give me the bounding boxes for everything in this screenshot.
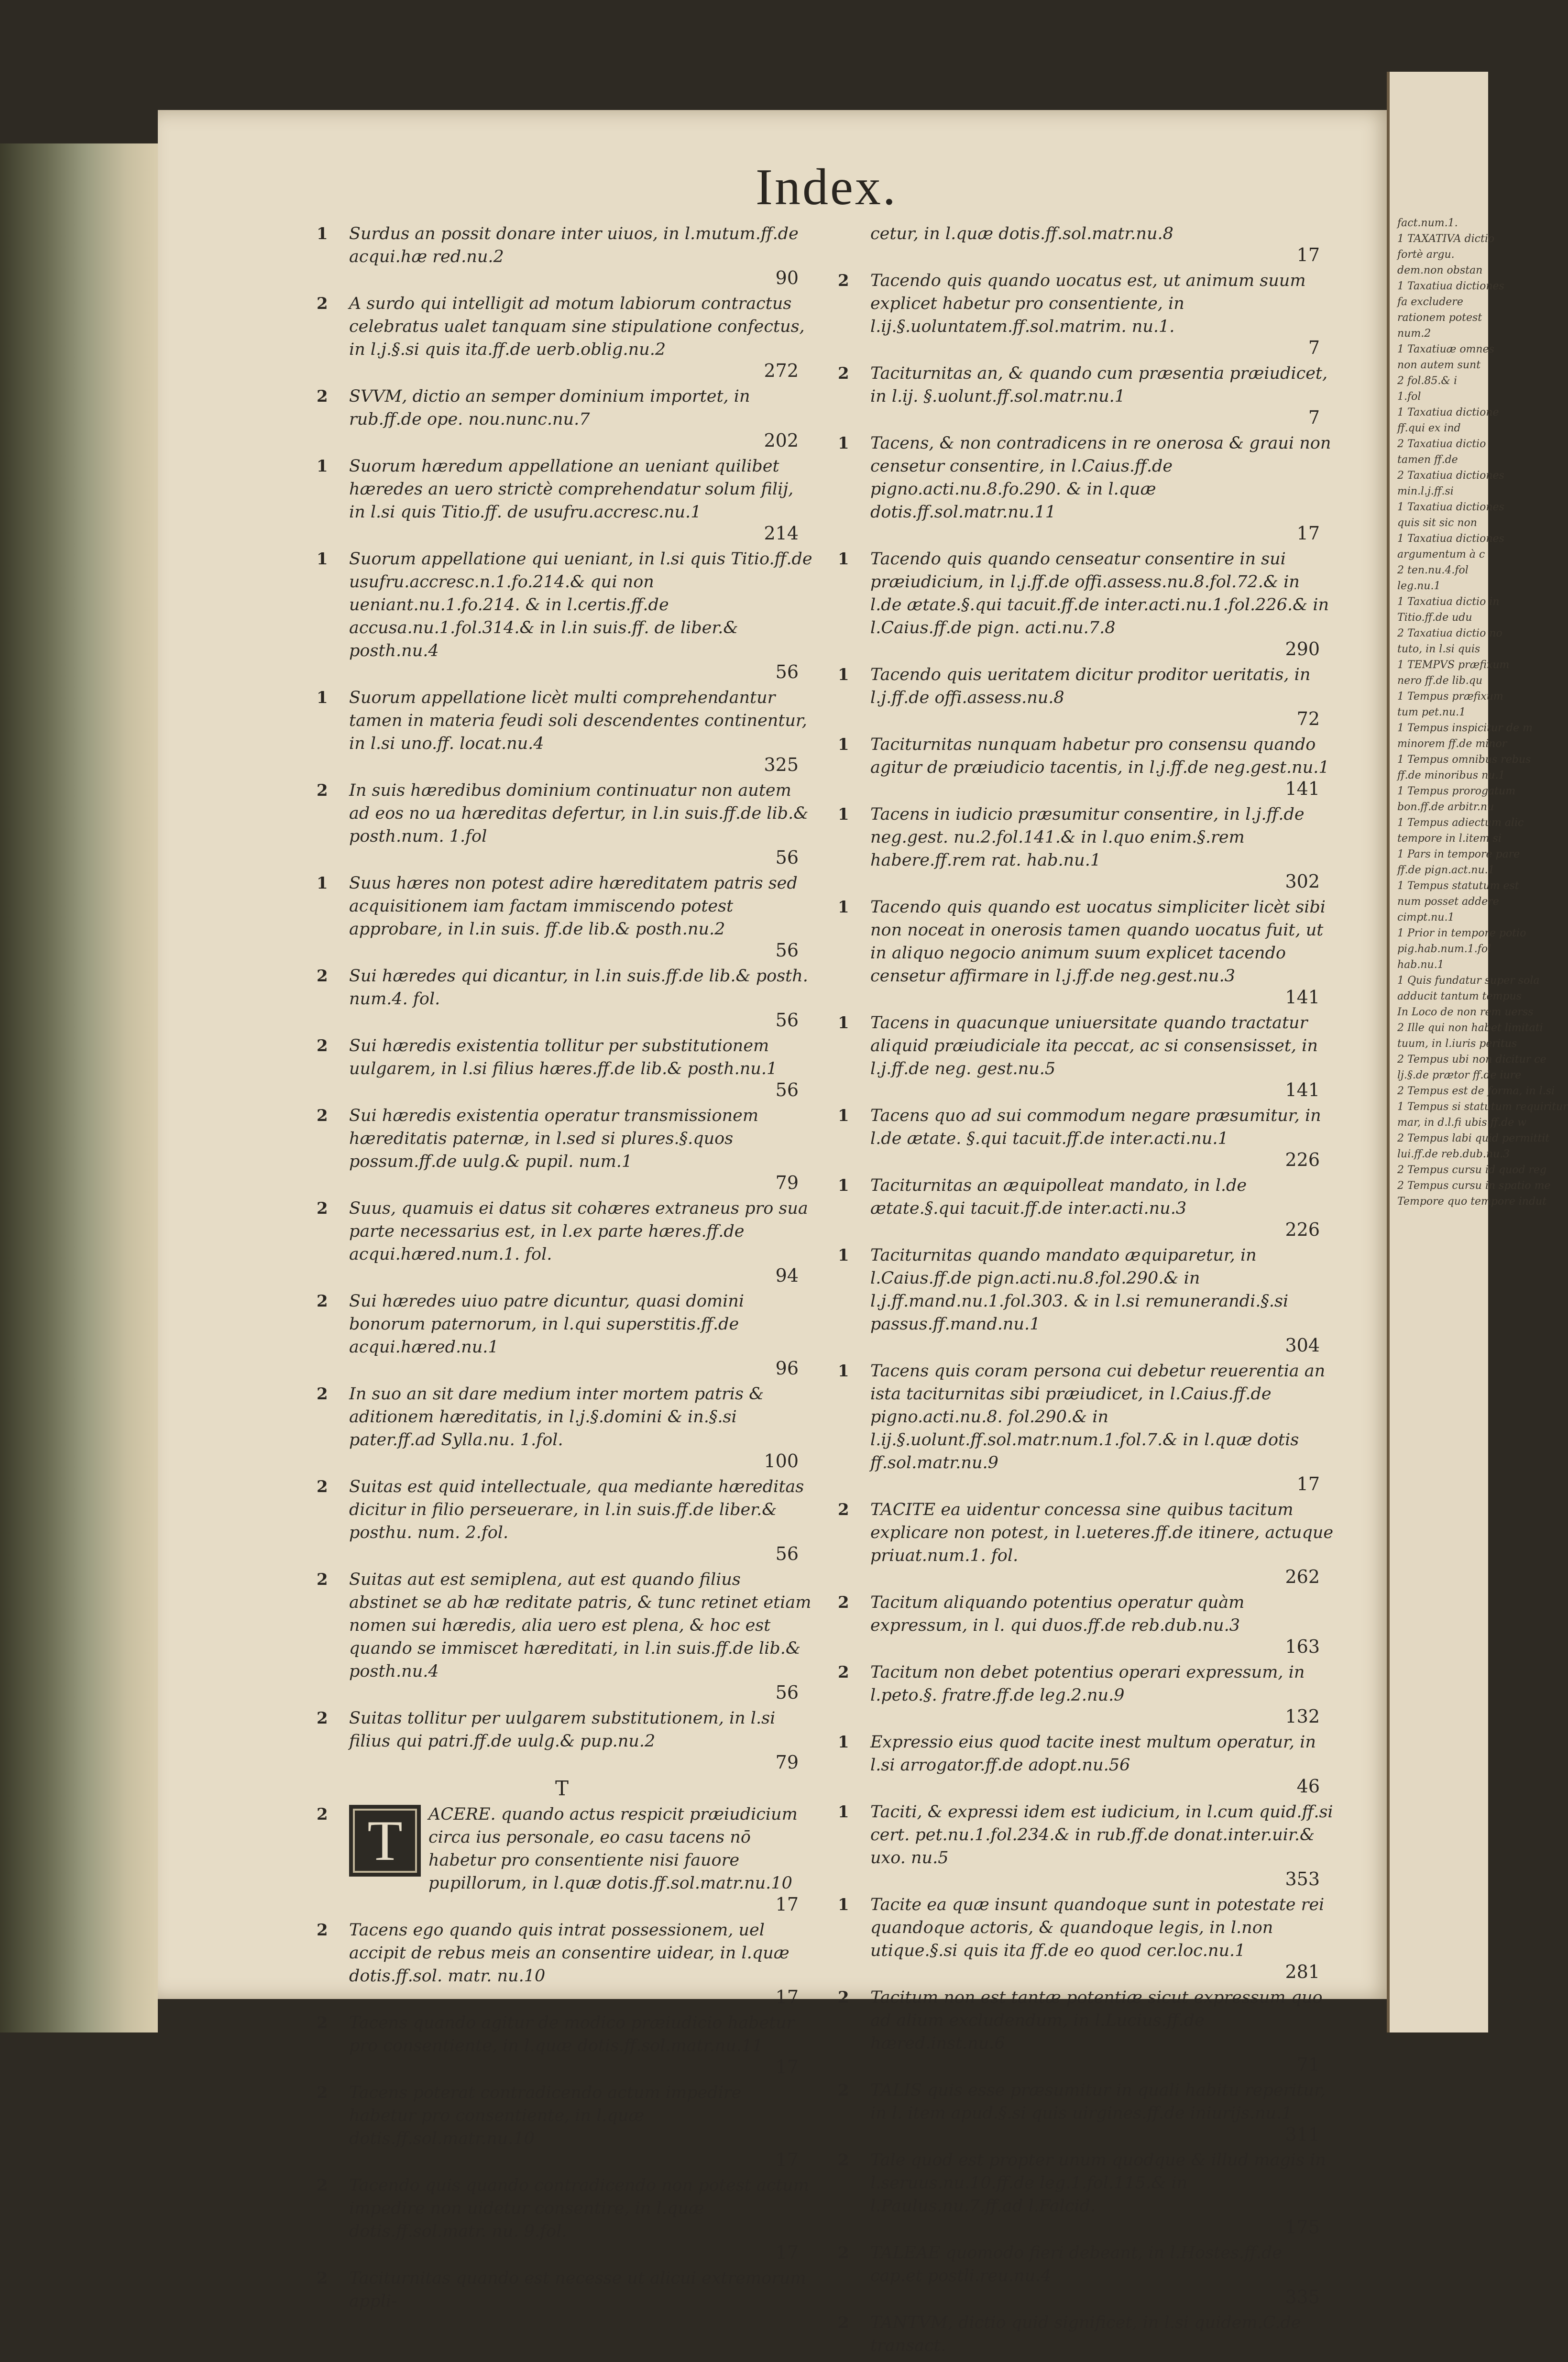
entry-mark: 1	[317, 549, 328, 569]
index-entry	[832, 1011, 1334, 1099]
facing-page-line: dem.non obstan	[1397, 264, 1483, 276]
entry-mark: 2	[317, 2013, 328, 2032]
facing-page-line: tum pet.nu.1	[1397, 706, 1466, 718]
right-column	[832, 222, 1334, 2362]
entry-mark: 2	[838, 271, 849, 290]
index-entry	[832, 222, 1334, 264]
entry-text: Suus, quamuis ei datus sit cohæres extraneus pro sua parte necessarius est, in l.ex parte hæres.ff.de acqui.hæred.num.1. fol.	[349, 1199, 808, 1264]
index-entry	[311, 222, 813, 287]
entry-mark: 1	[838, 1895, 849, 1914]
facing-page-line: 2 Tempus cursu in spatio me	[1397, 1180, 1551, 1192]
index-entry	[832, 1174, 1334, 1239]
facing-page-line: 2 Tempus ubi non dicitur ce	[1397, 1054, 1546, 1066]
entry-text: Tacens in iudicio præsumitur consentire, in l.j.ff.de neg.gest. nu.2.fol.141.& in l.quo enim.§.rem habere.ff.rem rat. hab.nu.1	[870, 805, 1305, 870]
facing-page-line: Tempore quo tempore indut	[1397, 1196, 1547, 1208]
facing-page-line: 1 Tempus omnibus rebus	[1397, 754, 1531, 766]
entry-mark: 1	[838, 549, 849, 569]
facing-page-line: num posset addere	[1397, 896, 1499, 908]
index-entry	[311, 2267, 813, 2313]
index-entry	[832, 2149, 1334, 2237]
entry-mark: 2	[317, 1570, 328, 1589]
facing-page-line: cimpt.nu.1	[1397, 912, 1455, 923]
entry-page-number: 141	[1285, 1079, 1320, 1100]
left-column	[311, 222, 813, 2318]
index-entry	[311, 1707, 813, 1772]
entry-text: Suus hæres non potest adire hæreditatem patris sed acquisitionem iam factam immiscendo potest approbare, in l.in suis. ff.de lib.& posth.nu.2	[349, 874, 798, 939]
facing-page-line: 1 Taxatiua dictione	[1397, 406, 1499, 418]
index-entry	[832, 1104, 1334, 1169]
facing-page-line: 2 Tempus est de forma, in l.si	[1397, 1085, 1555, 1097]
entry-text: Suorum appellatione qui ueniant, in l.si quis Titio.ff.de usufru.accresc.n.1.fo.214.& qui non ueniant.nu.1.fo.214. & in l.certis.ff.de accusa.nu.1.fol.314.& in l.in suis.ff. de liber.& posth.nu.4	[349, 549, 812, 660]
index-entry	[832, 2241, 1334, 2307]
facing-page-line: 1 Prior in tempore potio	[1397, 927, 1526, 939]
entry-page-number: 56	[775, 1079, 799, 1100]
facing-page-line: lui.ff.de reb.dub.nu.3	[1397, 1148, 1510, 1160]
entry-text: Suorum appellatione licèt multi comprehendantur tamen in materia feudi soli descendentes continentur, in l.si uno.ff. locat.nu.4	[349, 688, 807, 753]
index-entry	[311, 872, 813, 960]
facing-page-line: 2 ten.nu.4.fol	[1397, 564, 1469, 576]
index-entry	[311, 292, 813, 380]
entry-page-number: 96	[775, 1358, 799, 1379]
entry-text: Sui hæredis existentia operatur transmissionem hæreditatis paternæ, in l.sed si plures.§.quos possum.ff.de uulg.& pupil. num.1	[349, 1106, 759, 1171]
facing-page-line: rationem potest	[1397, 312, 1482, 324]
entry-mark: 1	[317, 224, 328, 243]
facing-page-line: 1 Tempus inspicitur de m	[1397, 722, 1533, 734]
entry-page-number: 353	[1285, 1868, 1320, 1890]
index-entry	[832, 733, 1334, 798]
index-entry	[832, 1986, 1334, 2074]
facing-page-line: 1 Quis fundatur super sola	[1397, 975, 1540, 987]
index-entry	[311, 686, 813, 774]
entry-mark: 2	[317, 1805, 328, 1824]
facing-page-line: 1 TAXATIVA dictio	[1397, 233, 1495, 245]
facing-page-line: 1 Taxatiua dictiones	[1397, 501, 1504, 513]
entry-mark: 1	[838, 1176, 849, 1195]
entry-mark: 2	[317, 2176, 328, 2195]
index-entry	[311, 2011, 813, 2076]
entry-page-number: 17	[775, 2242, 799, 2263]
facing-page-line: bon.ff.de arbitr.nu	[1397, 801, 1494, 813]
facing-page-line: 2 Taxatiua dictio no	[1397, 627, 1502, 639]
facing-page-line: 2 Tempus labi quid permittit	[1397, 1132, 1550, 1144]
index-entry	[311, 1475, 813, 1563]
entry-page-number: 325	[764, 754, 799, 775]
entry-mark: 2	[317, 2269, 328, 2288]
entry-mark: 2	[317, 1477, 328, 1496]
facing-page-line: quis sit sic non	[1397, 517, 1477, 529]
entry-text: Suitas aut est semiplena, aut est quando filius abstinet se ab hæ reditate patris, & tunc retinet etiam nomen sui hæredis, alia uero est plena, & hoc est quando se immiscet hæreditati, in l.in suis.ff.de lib.& posth.nu.4	[349, 1570, 811, 1681]
index-entry	[832, 2079, 1334, 2144]
entry-text: Taciturnitas nunquam habetur pro consensu quando agitur de præiudicio tacentis, in l.j.ff.de neg.gest.nu.1	[870, 735, 1329, 777]
entry-text: Tacens in quacunque uniuersitate quando tractatur aliquid præiudiciale ita peccat, ac si consensisset, in l.j.ff.de neg. gest.nu.5	[870, 1013, 1318, 1078]
facing-page-line: nero ff.de lib.qu	[1397, 675, 1483, 687]
entry-page-number: 141	[1285, 987, 1320, 1008]
entry-mark: 2	[317, 1709, 328, 1728]
entry-mark: 2	[317, 294, 328, 313]
facing-page-line: 1 Taxatiua dictio in	[1397, 596, 1500, 608]
index-entry	[832, 803, 1334, 891]
entry-page-number: 56	[775, 1010, 799, 1031]
entry-text: Surdus an possit donare inter uiuos, in l.mutum.ff.de acqui.hæ red.nu.2	[349, 224, 799, 266]
facing-page-line: fortè argu.	[1397, 249, 1455, 261]
index-entry	[311, 1034, 813, 1099]
entry-text: Tacens quis coram persona cui debetur reuerentia an ista taciturnitas sibi præiudicet, in l.Caius.ff.de pigno.acti.nu.8. fol.290.& in l.ij.§.uolunt.ff.sol.matr.num.1.fol.7.& in l.quæ dotis ff.sol.matr.nu.9	[870, 1362, 1326, 1472]
entry-page-number: 302	[1285, 871, 1320, 892]
entry-page-number: 335	[1285, 2286, 1320, 2307]
index-entry	[311, 1383, 813, 1471]
facing-page-line: 1 Tempus præfixum	[1397, 691, 1503, 703]
facing-page-line: 1 Tempus si statutum requiritur	[1397, 1101, 1568, 1113]
entry-mark: 2	[317, 1106, 328, 1125]
entry-mark: 2	[838, 1500, 849, 1519]
facing-page-line: fa excludere	[1397, 296, 1463, 308]
entry-text: ACERE. quando actus respicit præiudicium circa ius personale, eo casu tacens nō habetur pro consentiente nisi fauore pupillorum, in l.quæ dotis.ff.sol.matr.nu.10	[428, 1805, 798, 1893]
facing-page-line: 1 Taxatiuæ omnes	[1397, 343, 1494, 355]
entry-mark: 1	[838, 665, 849, 684]
facing-page-line: 2 Tempus cursu id quod reg	[1397, 1164, 1547, 1176]
facing-page-line: 2 Ille qui non habet limitati	[1397, 1022, 1543, 1034]
entry-mark: 2	[317, 967, 328, 986]
entry-page-number: 17	[1296, 523, 1320, 544]
index-entry	[832, 362, 1334, 427]
entry-mark: 2	[317, 2083, 328, 2102]
facing-page-line: 1 Tempus statutum est	[1397, 880, 1519, 892]
entry-text: Tacens poterat contradicendo actum impedire habetur pro consentiente, in l.quæ dotis.ff.sol.matr.nu.10	[349, 2083, 742, 2148]
entry-page-number: 202	[764, 430, 799, 451]
index-entry	[311, 779, 813, 867]
index-entry	[832, 2311, 1334, 2357]
entry-mark: 1	[838, 1013, 849, 1033]
index-entry	[311, 1290, 813, 1378]
facing-page-line: mar, in d.l.fi ubis.ff.de w	[1397, 1117, 1527, 1129]
index-entry	[832, 1801, 1334, 1889]
entry-text: Taciturnitas quando est necesse ut alicui extremorum appli-	[349, 2269, 806, 2311]
dropcap-letter: T	[349, 1805, 421, 1877]
left-entries-t	[311, 1803, 813, 2313]
entry-text: TALIS quis esse præsumitur in quali habitu reperitur, in l. item apud.§.si quis uirgines.ff.de iniurijs.nu.1	[870, 2081, 1326, 2123]
entry-page-number: 7	[1308, 337, 1320, 358]
entry-page-number: 226	[1285, 1219, 1320, 1240]
entry-text: Tacendo quis quando uocatus est, ut animum suum explicet habetur pro consentiente, in l.ij.§.uoluntatem.ff.sol.matrim. nu.1.	[870, 271, 1306, 336]
facing-page-line: In Loco de non rem uerss	[1397, 1006, 1534, 1018]
facing-page-line: 2 Taxatiua dictio	[1397, 438, 1486, 450]
entry-mark: 1	[838, 1733, 849, 1752]
index-entry	[832, 1893, 1334, 1981]
facing-page-line: tuto, in l.si quis	[1397, 643, 1480, 655]
entry-text: Tacendo quis ueritatem dicitur proditor ueritatis, in l.j.ff.de offi.assess.nu.8	[870, 665, 1311, 707]
entry-mark: 1	[317, 688, 328, 707]
facing-page-line: argumentum à c	[1397, 549, 1485, 560]
entry-mark: 2	[838, 2151, 849, 2170]
entry-text: Tacendo quis quando censeatur consentire in sui præiudicium, in l.j.ff.de offi.assess.nu.8.fol.72.& in l.de ætate.§.qui tacuit.ff.de inter.acti.nu.1.fol.226.& in l.Caius.ff.de pign. acti.nu.7.8	[870, 549, 1329, 637]
entry-text: cetur, in l.quæ dotis.ff.sol.matr.nu.8	[870, 224, 1173, 243]
entry-text: Tacendo quis quando contradicendo non potest actum impedire non uidetur consentire, in l.quæ dotis.ff.sol.matr. nu. 9.fol.	[349, 2176, 810, 2241]
entry-text: Taciturnitas an, & quando cum præsentia præiudicet, in l.ij. §.uolunt.ff.sol.matr.nu.1	[870, 364, 1328, 406]
facing-page-line: lj.§.de prætor ff.de iure	[1397, 1069, 1522, 1081]
facing-page-line: ff.de minoribus nu.1	[1397, 769, 1505, 781]
entry-page-number: 100	[764, 1450, 799, 1472]
index-entry	[311, 1104, 813, 1192]
entry-text: Suitas tollitur per uulgarem substitutionem, in l.si filius qui patri.ff.de uulg.& pup.nu.2	[349, 1709, 776, 1751]
index-entry	[311, 2174, 813, 2262]
facing-page-line: tempore in l.item si	[1397, 833, 1502, 845]
facing-page-line: min.l.j.ff.si	[1397, 485, 1454, 497]
facing-page-line: Titio.ff.de udu	[1397, 612, 1472, 624]
facing-page-line: minorem ff.de minor	[1397, 738, 1507, 750]
entry-mark: 1	[317, 874, 328, 893]
index-entry	[311, 1919, 813, 2007]
entry-mark: 1	[838, 1802, 849, 1822]
entry-mark: 2	[838, 2081, 849, 2100]
entry-text: Tacendo quis quando est uocatus simpliciter licèt sibi non noceat in onerosis tamen quando uocatus fuit, ut in aliquo negocio animum suum explicet tacendo censetur affirmare in l.j.ff.de neg.gest.nu.3	[870, 898, 1326, 986]
facing-page-line: leg.nu.1	[1397, 580, 1441, 592]
entry-mark: 1	[838, 735, 849, 754]
page-title: Index.	[756, 159, 898, 216]
index-entry	[311, 455, 813, 543]
entry-page-number: 79	[775, 1752, 799, 1773]
entry-text: Sui hæredes uiuo patre dicuntur, quasi domini bonorum paternorum, in l.qui superstitis.ff.de acqui.hæred.nu.1	[349, 1292, 745, 1357]
entry-text: Tacitum non est tantæ potentiæ sicut expressum quo ad alium excludendum, in l.Lucius.ff.de hæred.inst.nu.6	[870, 1988, 1323, 2053]
facing-page-line: pig.hab.num.1.fol	[1397, 943, 1491, 955]
facing-page-line: tuum, in l.iuris peritus	[1397, 1038, 1517, 1050]
entry-text: Tale quod est propter unum quodque & illud magis in l.seruus.nu.10.ff.de leg.1.fol.115.& in l.Paulus.nu.7.ff.ad l.Falcid.	[870, 2151, 1326, 2216]
index-entry	[311, 548, 813, 681]
entry-page-number: 90	[775, 267, 799, 288]
entry-mark: 1	[838, 1246, 849, 1265]
entry-text: Taciturnitas an æquipolleat mandato, in l.de ætate.§.qui tacuit.ff.de inter.acti.nu.3	[870, 1176, 1247, 1218]
entry-page-number: 46	[1296, 1776, 1320, 1797]
entry-text: A surdo qui intelligit ad motum labiorum contractus celebratus ualet tanquam sine stipulatione confectus, in l.j.§.si quis ita.ff.de uerb.oblig.nu.2	[349, 294, 805, 359]
entry-mark: 2	[317, 781, 328, 800]
index-entry	[832, 269, 1334, 357]
entry-page-number: 7	[1308, 407, 1320, 428]
entry-text: Taciturnitas quando mandato æquiparetur, in l.Caius.ff.de pign.acti.nu.8.fol.290.& in l.j.ff.mand.nu.1.fol.303. & in l.si remunerandi.§.si passus.ff.mand.nu.1	[870, 1246, 1289, 1334]
entry-mark: 2	[838, 1663, 849, 1682]
entry-text: Expressio eius quod tacite inest multum operatur, in l.si arrogator.ff.de adopt.nu.56	[870, 1733, 1316, 1775]
index-entry	[832, 1244, 1334, 1355]
facing-page-line: non autem sunt	[1397, 359, 1481, 371]
entry-page-number: 272	[764, 360, 799, 381]
entry-text: Suorum hæredum appellatione an ueniant quilibet hæredes an uero strictè comprehendatur solum filij, in l.si quis Titio.ff. de usufru.accresc.nu.1	[349, 457, 794, 522]
entry-mark: 1	[838, 898, 849, 917]
left-entries-s	[311, 222, 813, 1772]
entry-text: Suitas est quid intellectuale, qua mediante hæreditas dicitur in filio perseuerare, in l.in suis.ff.de liber.& posthu. num. 2.fol.	[349, 1477, 804, 1542]
index-entry	[832, 896, 1334, 1007]
entry-page-number: 262	[1285, 1566, 1320, 1587]
index-entry	[832, 1360, 1334, 1494]
right-entries	[832, 222, 1334, 2357]
entry-mark: 1	[838, 1362, 849, 1381]
entry-text: TACITE ea uidentur concessa sine quibus tacitum explicare non potest, in l.ueteres.ff.de itinere, actuque priuat.num.1. fol.	[870, 1500, 1334, 1565]
facing-page-line: 1 Tempus prorogatum	[1397, 785, 1516, 797]
entry-page-number: 17	[1296, 244, 1320, 265]
entry-page-number: 141	[1285, 778, 1320, 799]
facing-page-line: num.2	[1397, 328, 1431, 340]
index-entry	[832, 1498, 1334, 1586]
entry-page-number: 56	[775, 1682, 799, 1703]
book-page-edges	[0, 143, 158, 2032]
entry-mark: 1	[838, 434, 849, 453]
entry-text: In suo an sit dare medium inter mortem patris & aditionem hæreditatis, in l.j.§.domini & in.§.si pater.ff.ad Sylla.nu. 1.fol.	[349, 1384, 764, 1450]
entry-text: In suis hæredibus dominium continuatur non autem ad eos no ua hæreditas defertur, in l.in suis.ff.de lib.& posth.num. 1.fol	[349, 781, 809, 846]
facing-page-line: 2 fol.85.& i	[1397, 375, 1458, 387]
index-entry	[311, 1803, 813, 1914]
entry-text: Tacitum aliquando potentius operatur quàm expressum, in l. qui duos.ff.de reb.dub.nu.3	[870, 1593, 1245, 1635]
index-entry	[311, 1568, 813, 1702]
facing-page	[1387, 72, 1568, 2032]
index-entry	[311, 385, 813, 450]
entry-text: Tacens quando agitur de modico præiudicio habetur pro consentiente, in l.quæ dotis.ff.sol.matr.nu.11	[349, 2013, 795, 2055]
entry-mark: 2	[838, 364, 849, 383]
facing-page-line: 2 Taxatiua dictiones	[1397, 470, 1504, 482]
entry-mark: 2	[317, 1036, 328, 1055]
entry-page-number: 175	[1285, 2217, 1320, 2238]
entry-page-number: 56	[775, 847, 799, 868]
index-entry	[832, 548, 1334, 659]
entry-page-number: 17	[775, 1894, 799, 1915]
index-entry	[311, 965, 813, 1030]
entry-text: Tacite ea quæ insunt quandoque sunt in potestate rei quandoque actoris, & quandoque legis, in l.non utique.§.si quis ita ff.de eo quod cer.loc.nu.1	[870, 1895, 1325, 1960]
index-entry	[832, 432, 1334, 543]
entry-page-number: 79	[775, 1172, 799, 1193]
entry-page-number: 56	[775, 940, 799, 961]
facing-page-line: 1 TEMPVS præfixum	[1397, 659, 1510, 671]
entry-mark: 2	[317, 387, 328, 406]
facing-page-line: 1 Pars in tempore pare	[1397, 848, 1520, 860]
entry-mark: 2	[838, 1593, 849, 1612]
entry-page-number: 17	[775, 2149, 799, 2170]
facing-page-line: 1 Tempus adiectum alic	[1397, 817, 1524, 829]
index-entry	[311, 2081, 813, 2169]
entry-mark: 2	[317, 1384, 328, 1404]
entry-text: TANTVM, dictio quid significet, in l.si quidem.C.de transact.	[870, 2313, 1301, 2355]
entry-mark: 2	[317, 1199, 328, 1218]
entry-mark: 2	[317, 1292, 328, 1311]
entry-page-number: 72	[1296, 708, 1320, 729]
entry-page-number: 311	[1285, 2124, 1320, 2145]
facing-page-line: ff.de pign.act.nu.1	[1397, 864, 1495, 876]
facing-page-line: hab.nu.1	[1397, 959, 1444, 971]
index-entry	[311, 1197, 813, 1285]
entry-mark: 2	[838, 1988, 849, 2007]
index-entry	[832, 1731, 1334, 1796]
section-letter: T	[555, 1777, 569, 1800]
entry-text: Tacitum non debet potentius operari expressum, in l.peto.§. fratre.ff.de leg.2.nu.9	[870, 1663, 1305, 1705]
entry-page-number: 56	[775, 1543, 799, 1564]
entry-text: Sui hæredes qui dicantur, in l.in suis.ff.de lib.& posth. num.4. fol.	[349, 967, 808, 1009]
facing-page-lines	[1397, 215, 1568, 1209]
entry-page-number: 281	[1285, 1961, 1320, 1982]
entry-text: Tacens, & non contradicens in re onerosa & graui non censetur consentire, in l.Caius.ff.de pigno.acti.nu.8.fo.290. & in l.quæ dotis.ff.sol.matr.nu.11	[870, 434, 1331, 522]
entry-page-number: 56	[775, 661, 799, 682]
entry-page-number: 226	[1285, 1149, 1320, 1170]
facing-page-line: fact.num.1.	[1397, 217, 1458, 229]
facing-page-line: 1 Taxatiua dictiones	[1397, 280, 1504, 292]
facing-page-line: 1.fol	[1397, 391, 1421, 403]
entry-page-number: 132	[1285, 1706, 1320, 1727]
entry-page-number: 94	[775, 1265, 799, 1286]
index-entry	[832, 663, 1334, 728]
facing-page-line: ff.qui ex ind	[1397, 422, 1461, 434]
entry-page-number: 71	[1296, 2054, 1320, 2075]
entry-mark: 1	[838, 1106, 849, 1125]
entry-mark: 2	[838, 2243, 849, 2263]
entry-page-number: 214	[764, 523, 799, 544]
entry-text: Tacens quo ad sui commodum negare præsumitur, in l.de ætate. §.qui tacuit.ff.de inter.acti.nu.1	[870, 1106, 1321, 1148]
entry-page-number: 163	[1285, 1636, 1320, 1657]
entry-text: Tacens ego quando quis intrat possessionem, uel accipit de rebus meis an consentire uidear, in l.quæ dotis.ff.sol. matr. nu.10	[349, 1921, 789, 1986]
entry-mark: 2	[317, 1921, 328, 1940]
facing-page-line: 1 Taxatiua dictiones	[1397, 533, 1504, 545]
entry-text: Taciti, & expressi idem est iudicium, in l.cum quid.ff.si cert. pet.nu.1.fol.234.& in rub.ff.de donat.inter.uir.& uxo. nu.5	[870, 1802, 1333, 1868]
entry-text: Sui hæredis existentia tollitur per substitutionem uulgarem, in l.si filius hæres.ff.de lib.& posth.nu.1	[349, 1036, 778, 1078]
entry-text: SVVM, dictio an semper dominium importet, in rub.ff.de ope. nou.nunc.nu.7	[349, 387, 750, 429]
facing-page-line: tamen ff.de	[1397, 454, 1458, 466]
entry-page-number: 304	[1285, 1335, 1320, 1356]
entry-page-number: 290	[1285, 638, 1320, 659]
entry-page-number: 17	[775, 1987, 799, 2008]
entry-mark: 1	[838, 805, 849, 824]
index-entry	[832, 1661, 1334, 1726]
facing-page-line: adducit tantum tempus	[1397, 990, 1522, 1002]
entry-mark: 1	[317, 457, 328, 476]
entry-mark: 2	[838, 2313, 849, 2332]
entry-text: TALEAE quomodo fieri debeant, in l.Hostes.ff.de cap.et postli.reu.nu.4	[870, 2243, 1283, 2285]
index-entry	[832, 1591, 1334, 1656]
entry-page-number: 17	[775, 2056, 799, 2077]
entry-page-number: 17	[1296, 1473, 1320, 1494]
